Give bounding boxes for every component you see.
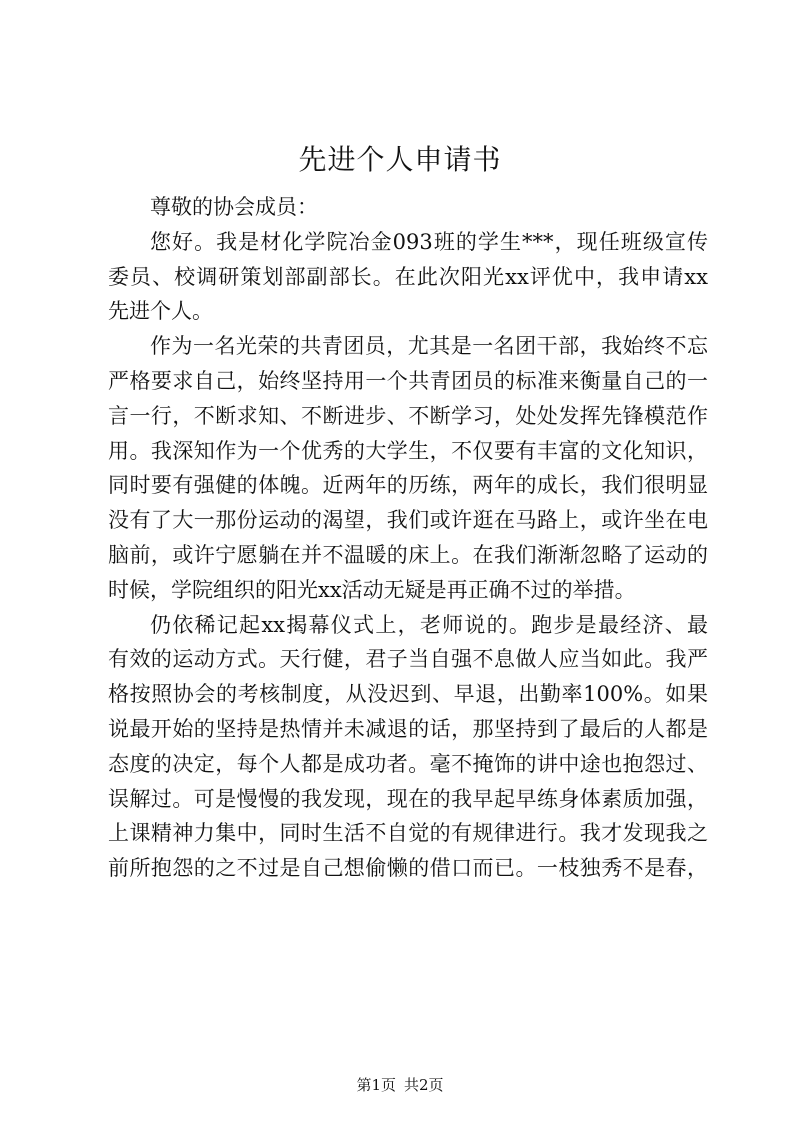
paragraph-line: 前所抱怨的之不过是自己想偷懒的借口而已。一枝独秀不是春， — [108, 856, 708, 881]
paragraph-line: 先进个人。 — [108, 299, 213, 324]
page-footer — [0, 1075, 800, 1095]
paragraph-line: 严格要求自己，始终坚持用一个共青团员的标准来衡量自己的一 — [108, 368, 708, 393]
paragraph-line: 格按照协会的考核制度，从没迟到、早退，出勤率100%。如果 — [108, 682, 708, 707]
paragraph-line: 言一行，不断求知、不断进步、不断学习，处处发挥先锋模范作 — [108, 403, 708, 428]
paragraph-line: 作为一名光荣的共青团员，尤其是一名团干部，我始终不忘 — [150, 334, 708, 359]
paragraph-line: 脑前，或许宁愿躺在并不温暖的床上。在我们渐渐忽略了运动的 — [108, 542, 708, 567]
paragraph-line: 有效的运动方式。天行健，君子当自强不息做人应当如此。我严 — [108, 647, 708, 672]
page-number: 第1页 — [356, 1076, 396, 1094]
document-title: 先进个人申请书 — [298, 143, 502, 176]
salutation-line: 尊敬的协会成员： — [150, 195, 318, 219]
paragraph-line: 没有了大一那份运动的渴望，我们或许逛在马路上，或许坐在电 — [108, 508, 708, 533]
paragraph-line: 误解过。可是慢慢的我发现，现在的我早起早练身体素质加强， — [108, 786, 708, 811]
paragraph-line: 说最开始的坚持是热情并未减退的话，那坚持到了最后的人都是 — [108, 716, 708, 741]
document-body — [108, 190, 708, 886]
paragraph-line: 上课精神力集中，同时生活不自觉的有规律进行。我才发现我之 — [108, 821, 708, 846]
paragraph-line: 时候，学院组织的阳光xx活动无疑是再正确不过的举措。 — [108, 577, 636, 602]
paragraph-line: 您好。我是材化学院冶金093班的学生***，现任班级宣传 — [150, 229, 708, 254]
paragraph-line: 委员、校调研策划部副部长。在此次阳光xx评优中，我申请xx — [108, 264, 708, 289]
paragraph-line: 态度的决定，每个人都是成功者。毫不掩饰的讲中途也抱怨过、 — [108, 751, 708, 776]
paragraph-line: 仍依稀记起xx揭幕仪式上，老师说的。跑步是最经济、最 — [150, 612, 708, 637]
paragraph-line: 用。我深知作为一个优秀的大学生，不仅要有丰富的文化知识， — [108, 438, 708, 463]
paragraph-line: 同时要有强健的体魄。近两年的历练，两年的成长，我们很明显 — [108, 473, 708, 498]
page-total: 共2页 — [404, 1076, 444, 1094]
